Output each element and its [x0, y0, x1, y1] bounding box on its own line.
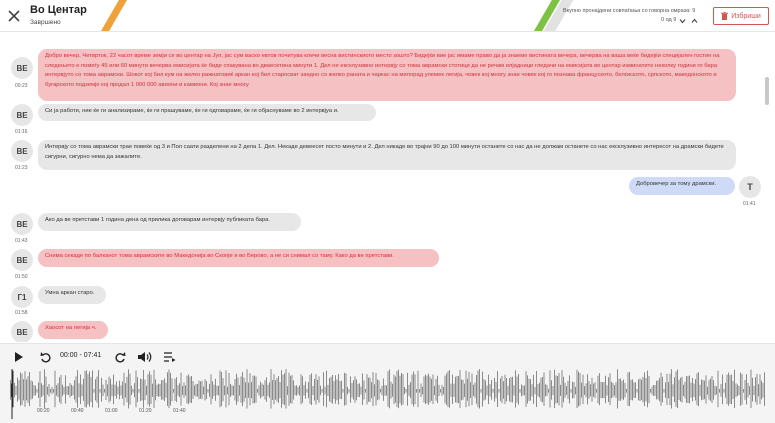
- message-time: 00:23: [15, 83, 28, 89]
- match-counter: 0 од 9: [661, 17, 677, 23]
- message-bubble-hate: Хаосот на легија ч.: [38, 321, 108, 339]
- message-bubble-hate: Добро вечер, Четврток, 22 часот време земји се во центар на Јуп, јас сум васко евтов почитува клечи весна вистинскиото место зошто? Бидејќи вие јас имаме право да ја знаеме вистината вечера, вечерва на ваша веќе бидејќи специјален гостин на следењето е помеѓу 45 или 60 минути вечерва емисијата ќе биде спакувана во дваесетина минути 1. Дел не ексклузивно интервју со тома аврамски стотици да не речам илјадници гледачи на емисијата во центар изминатите неколку години го бара интервјуто со тома аврамски. Шокот кој бил кум на желко ражнатовиќ аркан кој бил старосват заедно со желко раната и чаркас на милорад улемек легија, човек кој многу знае човек кој го познава француското, белгиското, српското, македонското и бугарското подземје кој продал 1 000 000 авиони и камиони. Кој знае многу.: [38, 49, 736, 101]
- message-time: 01:41: [743, 201, 756, 207]
- waveform[interactable]: [10, 369, 765, 419]
- forward-icon[interactable]: [115, 351, 126, 363]
- delete-label: Избриши: [731, 12, 761, 20]
- avatar: ВЕ: [11, 321, 33, 342]
- message-time: 01:43: [15, 238, 28, 244]
- message-time: 01:58: [15, 310, 28, 316]
- timeline-tick-label: 01:20: [139, 408, 152, 414]
- rewind-icon[interactable]: [40, 351, 51, 363]
- delete-button[interactable]: [713, 7, 769, 25]
- scrollbar[interactable]: [765, 77, 769, 105]
- status-label: Завршено: [30, 19, 61, 26]
- chevron-up-icon[interactable]: [691, 18, 698, 24]
- message-time: 01:16: [15, 129, 28, 135]
- message-bubble: Ако да ве претстави 1 година дена од прилика договарам интервју публиката бара.: [38, 213, 301, 231]
- page-title: Во Центар: [30, 4, 87, 16]
- avatar: ВЕ: [11, 104, 33, 126]
- message-bubble: Интервју со тома аврамски трае повеќе од 3 и Пол саати разделени на 2 дела 1. Дел. Некаде девеесет посто минути и 2. Дел никаде во трајни 90 до 100 минути останете со нас да не должам останете со нас ексклузивно интересот на драмски бидете сигурни, сигурно нема да зажалите.: [38, 140, 736, 170]
- avatar: ВЕ: [11, 249, 33, 271]
- timeline-tick-label: 00:40: [71, 408, 84, 414]
- play-icon[interactable]: [14, 351, 24, 363]
- volume-icon[interactable]: [137, 351, 152, 363]
- avatar: Т: [739, 176, 761, 198]
- audio-player: [0, 343, 775, 423]
- avatar: ВЕ: [11, 213, 33, 235]
- timeline-tick-label: 00:20: [37, 408, 50, 414]
- message-bubble: Умна аркан старо.: [38, 286, 106, 304]
- trash-icon: [721, 12, 728, 20]
- message-bubble-own: Добровечер за тому драмски.: [629, 177, 735, 195]
- orange-stripe-decoration: [88, 0, 129, 32]
- message-bubble-hate: Снима секаде по балканот тома аврамските во Македонија во Скопје и во Берово, а не си снимал со таму. Како да ве претстави.: [38, 249, 439, 267]
- chevron-down-icon[interactable]: [679, 18, 686, 24]
- time-range: 00:00 - 07:41: [60, 352, 102, 359]
- close-icon[interactable]: [6, 8, 22, 24]
- header-bar: [0, 0, 775, 32]
- avatar: ВЕ: [11, 140, 33, 162]
- title-block: [30, 3, 87, 26]
- avatar: Г1: [11, 286, 33, 308]
- match-info-text: Вкупно пронајдени совпаѓања со говорна омраза: 9: [563, 8, 696, 14]
- transcript-area[interactable]: [0, 33, 775, 342]
- playlist-icon[interactable]: [163, 351, 176, 363]
- timeline-tick-label: 01:40: [173, 408, 186, 414]
- avatar: ВЕ: [11, 57, 33, 79]
- timeline-tick-label: 01:00: [105, 408, 118, 414]
- message-time: 01:50: [15, 274, 28, 280]
- message-time: 01:23: [15, 165, 28, 171]
- message-bubble: Си ја работи, ние ќе ги анализираме, ќе ги прашуваме, ќе ги одговараме, ќе ги објаснуваме во 2 интервјуа и.: [38, 104, 376, 121]
